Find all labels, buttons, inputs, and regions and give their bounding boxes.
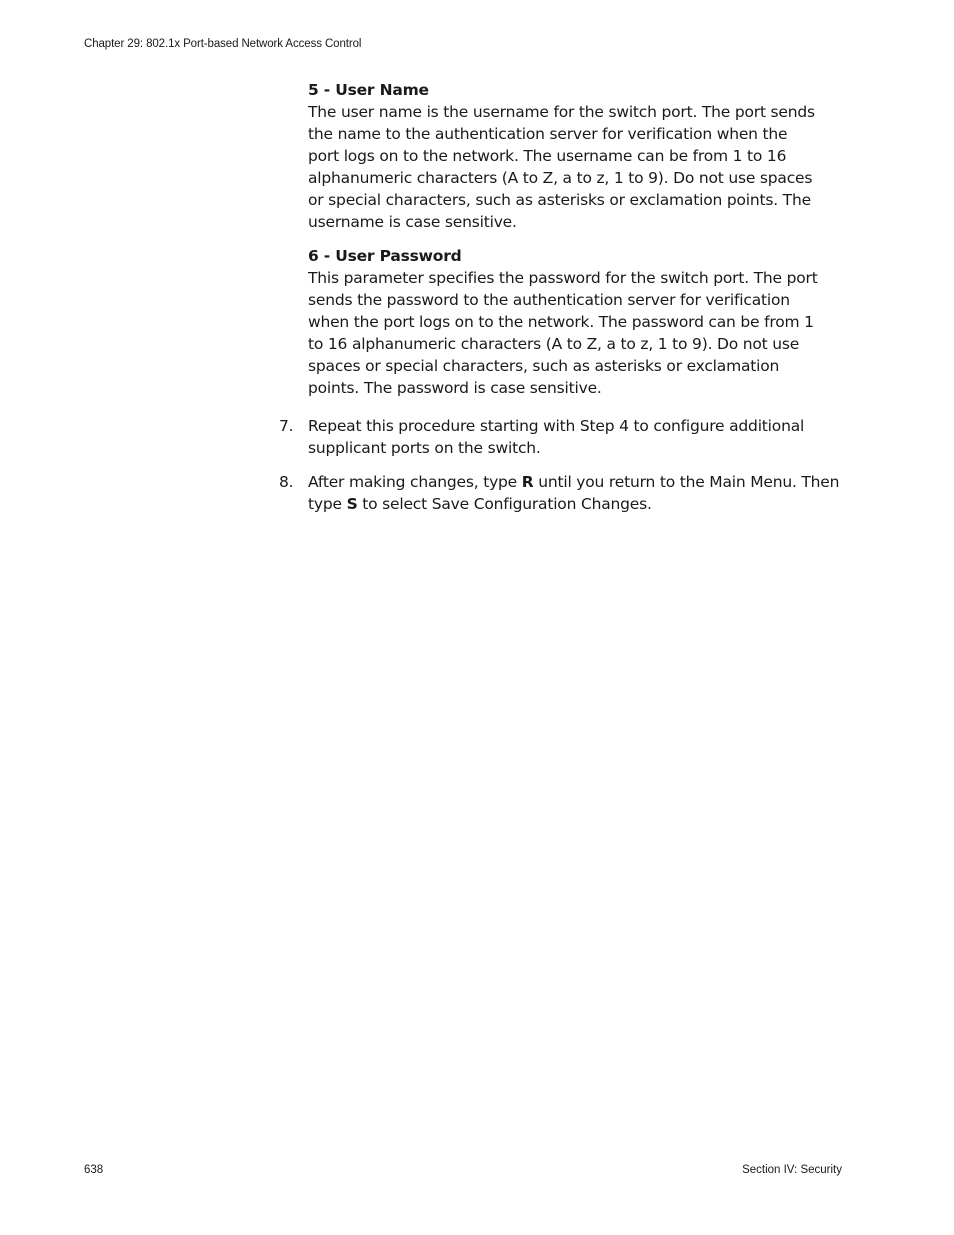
param-description: The user name is the username for the switch port. The port sends the name to the authentication server for verification when the port logs on to the network. The username can be from 1 to 16 alphanumeric characters (A to Z, a to z, 1 to 9). Do not use spaces or special characters, such as asterisks or exclamation points. The username is case sensitive. [308,103,815,231]
key-r: R [521,473,534,491]
key-s: S [346,495,358,513]
step-text-part: until you return to the Main Menu. Then type [308,473,840,513]
param-description: This parameter specifies the password for the switch port. The port sends the password to the authentication server for verification when the port logs on to the network. The password can be from 1 to 16 alphanumeric characters (A to Z, a to z, 1 to 9). Do not use spaces or special characters, such as asterisks or exclamation points. The password is case sensitive. [308,269,818,397]
param-title: 5 - User Name [308,81,429,99]
param-user-name [308,79,848,233]
page-number: 638 [84,1164,104,1176]
step-7 [279,415,848,459]
procedure-steps [279,415,848,515]
step-number: 8. [279,473,294,491]
step-text-part: to select Save Configuration Changes. [357,495,652,513]
param-user-password [308,245,848,399]
main-content [279,79,848,527]
section-footer: Section IV: Security [742,1164,842,1176]
step-text [308,471,848,515]
step-8 [279,471,848,515]
step-text-part: After making changes, type [308,473,522,491]
step-number: 7. [279,417,294,435]
param-title: 6 - User Password [308,247,462,265]
step-text: Repeat this procedure starting with Step 4 to configure additional supplicant ports on the switch. [308,417,805,457]
running-header: Chapter 29: 802.1x Port-based Network Access Control [84,38,362,50]
